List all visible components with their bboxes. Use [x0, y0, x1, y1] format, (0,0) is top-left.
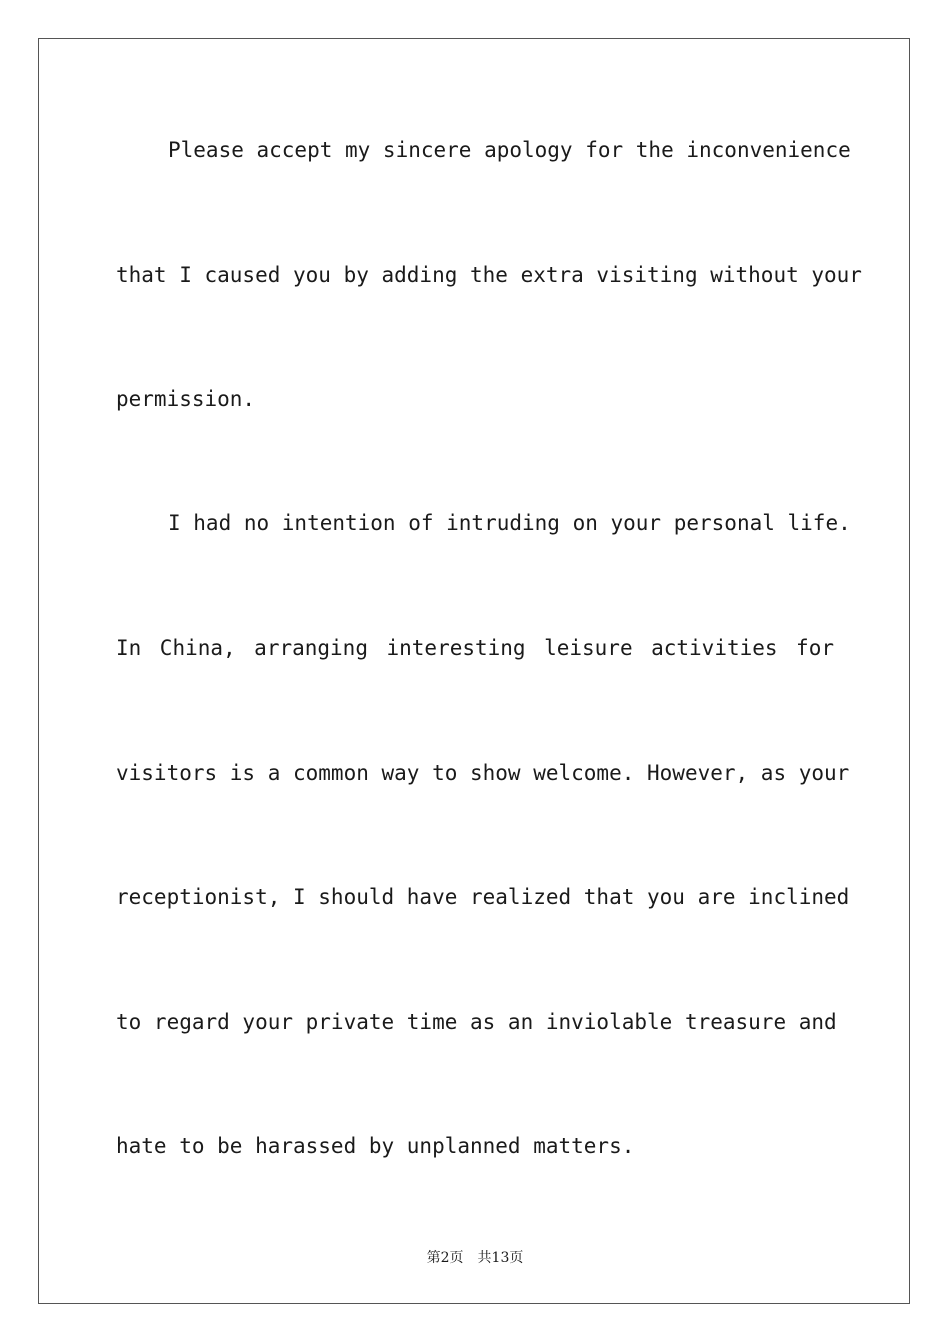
- page-border: [38, 38, 910, 1304]
- page-number: 第2页: [426, 1250, 464, 1266]
- text-line: I had no intention of intruding on your personal life.: [168, 511, 851, 535]
- text-line: to regard your private time as an inviolable treasure and: [116, 1010, 837, 1034]
- text-line: receptionist, I should have realized that you are inclined: [116, 885, 850, 909]
- text-line: visitors is a common way to show welcome. However, as your: [116, 761, 850, 785]
- text-line: Please accept my sincere apology for the inconvenience: [168, 138, 851, 162]
- text-line: hate to be harassed by unplanned matters.: [116, 1134, 635, 1158]
- text-line: that I caused you by adding the extra visiting without your: [116, 263, 862, 287]
- text-line: In China, arranging interesting leisure activities for: [116, 636, 834, 660]
- page-footer: [0, 1247, 950, 1267]
- text-line: permission.: [116, 387, 256, 411]
- page-total: 共13页: [477, 1250, 524, 1266]
